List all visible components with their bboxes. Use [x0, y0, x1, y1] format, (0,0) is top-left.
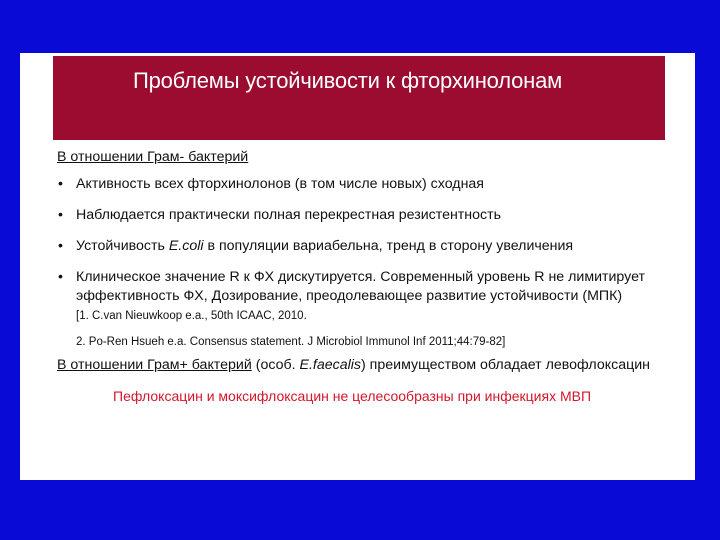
bullet-dot: •: [58, 207, 63, 223]
bullet-text-line1: Клиническое значение R к ФХ дискутируется. Современный уровень R не лимитирует: [76, 269, 646, 285]
section-gram-negative-heading: В отношении Грам- бактерий: [57, 149, 249, 165]
bullet-item: [57, 206, 687, 225]
bullet-item: [57, 237, 687, 256]
bullet-dot: •: [58, 238, 63, 254]
bullet-text-post: в популяции вариабельна, тренд в сторону увеличения: [203, 238, 574, 254]
bullet-item: [57, 175, 687, 194]
section-gram-positive-pre: (особ.: [251, 357, 300, 373]
section-gram-positive-heading: В отношении Грам+ бактерий: [57, 357, 252, 373]
bullet-dot: •: [58, 176, 63, 192]
slide-content: [57, 148, 687, 406]
section-gram-positive: [57, 356, 687, 375]
reference-1: [1. C.van Nieuwkoop e.a., 50th ICAAC, 2010.: [76, 310, 307, 322]
bullet-text-pre: Устойчивость: [76, 238, 169, 254]
reference-2: 2. Po-Ren Hsueh e.a. Consensus statement. J Microbiol Immunol Inf 2011;44:79-82]: [76, 336, 506, 348]
bullet-text-italic: E.coli: [168, 238, 204, 254]
bullet-text: Наблюдается практически полная перекрестная резистентность: [76, 207, 502, 223]
section-gram-positive-italic: E.faecalis: [299, 357, 362, 373]
section-gram-positive-post: ) преимуществом обладает левофлоксацин: [361, 357, 650, 373]
references: [57, 308, 687, 350]
bullet-text: Активность всех фторхинолонов (в том числе новых) сходная: [76, 176, 484, 192]
slide: [20, 53, 695, 480]
red-note: Пефлоксацин и моксифлоксацин не целесообразны при инфекциях МВП: [113, 388, 592, 404]
bullet-dot: •: [58, 269, 63, 285]
title-bar: [53, 56, 665, 140]
bullet-text-line2: эффективность ФХ, Дозирование, преодолевающее развитие устойчивости (МПК): [76, 288, 623, 304]
slide-title: Проблемы устойчивости к фторхинолонам: [133, 68, 563, 93]
bullet-item: [57, 268, 687, 306]
bullet-text: [76, 237, 687, 256]
